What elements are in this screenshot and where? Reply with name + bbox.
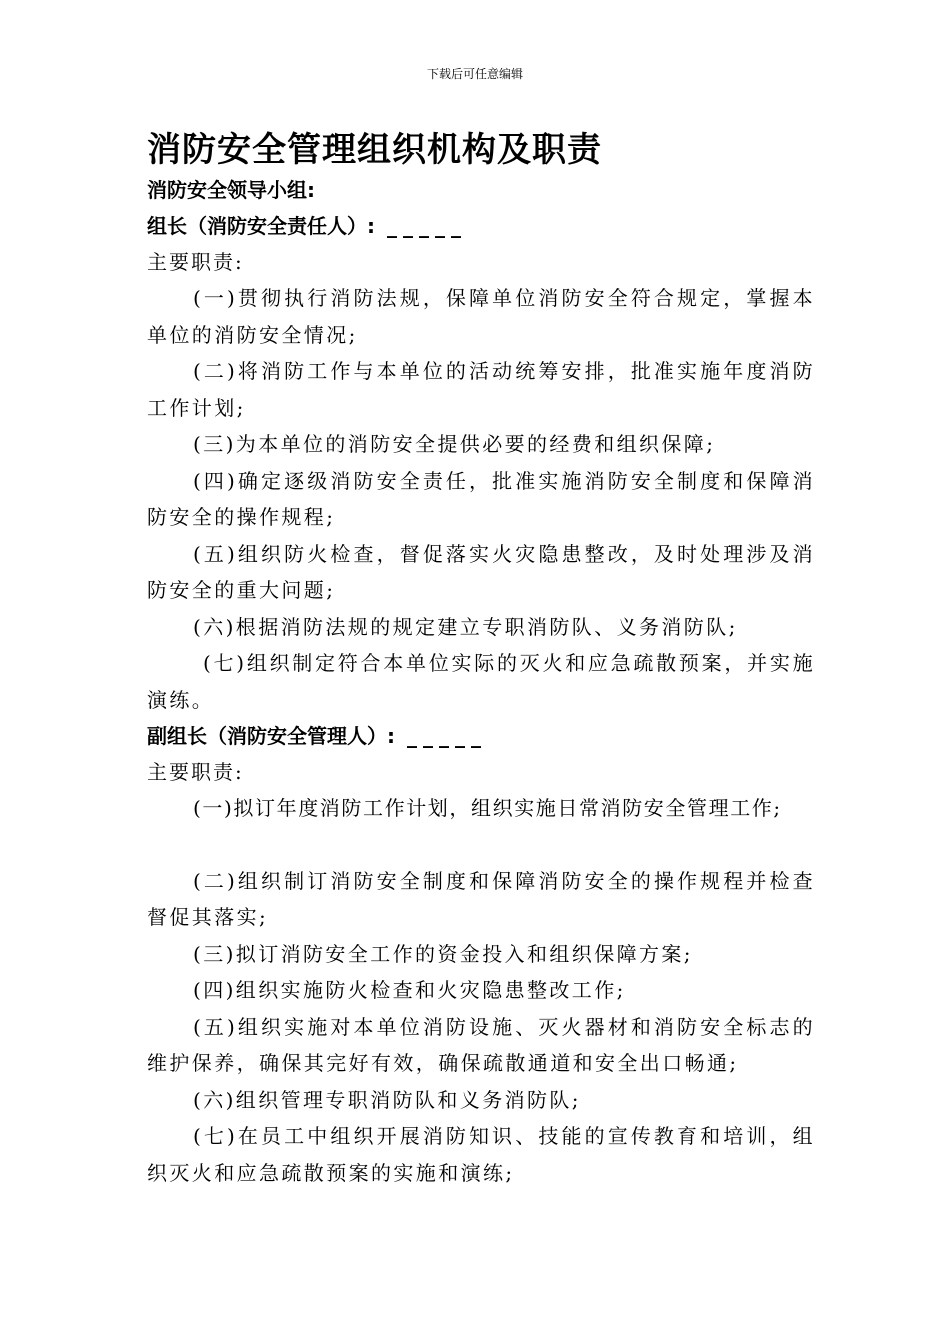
document-title: 消防安全管理组织机构及职责 [147, 130, 602, 170]
deputy-duty-2: (二)组织制订消防安全制度和保障消防安全的操作规程并检查督促其落实; [147, 868, 815, 929]
section-heading: 消防安全领导小组: [147, 178, 315, 202]
deputy-duty-5: (五)组织实施对本单位消防设施、灭火器材和消防安全标志的维护保养，确保其完好有效，确保疏散通道和安全出口畅通; [147, 1014, 815, 1075]
paragraph-gap [147, 827, 815, 863]
document-body [147, 128, 815, 1191]
deputy-duty-1: (一)拟订年度消防工作计划，组织实施日常消防安全管理工作; [193, 796, 782, 820]
deputy-duties-label: 主要职责: [147, 760, 244, 784]
deputy-heading: 副组长（消防安全管理人）: [147, 724, 395, 748]
page-header-note: 下载后可任意编辑 [426, 67, 523, 81]
leader-duty-6: (六)根据消防法规的规定建立专职消防队、义务消防队; [193, 614, 738, 639]
leader-duties-label: 主要职责: [147, 250, 244, 274]
leader-duty-1: (一)贯彻执行消防法规，保障单位消防安全符合规定，掌握本单位的消防安全情况; [147, 286, 815, 347]
leader-duty-3: (三)为本单位的消防安全提供必要的经费和组织保障; [193, 432, 716, 456]
leader-duty-2: (二)将消防工作与本单位的活动统筹安排，批准实施年度消防工作计划; [147, 359, 815, 420]
deputy-name-blank: _____ [407, 724, 487, 748]
leader-heading: 组长（消防安全责任人）: [147, 214, 375, 238]
leader-duty-7: (七)组织制定符合本单位实际的灭火和应急疏散预案，并实施演练。 [147, 651, 815, 712]
leader-heading-line [147, 208, 815, 244]
leader-duty-4: (四)确定逐级消防安全责任，批准实施消防安全制度和保障消防安全的操作规程; [147, 468, 815, 529]
leader-duty-5: (五)组织防火检查，督促落实火灾隐患整改，及时处理涉及消防安全的重大问题; [147, 541, 815, 602]
deputy-duty-4: (四)组织实施防火检查和火灾隐患整改工作; [193, 978, 626, 1002]
deputy-heading-line [147, 718, 815, 754]
deputy-duty-3: (三)拟订消防安全工作的资金投入和组织保障方案; [193, 941, 693, 966]
leader-name-blank: _____ [387, 214, 467, 238]
deputy-duty-6: (六)组织管理专职消防队和义务消防队; [193, 1087, 581, 1112]
deputy-duty-7: (七)在员工中组织开展消防知识、技能的宣传教育和培训，组织灭火和应急疏散预案的实施和演练; [147, 1124, 815, 1185]
